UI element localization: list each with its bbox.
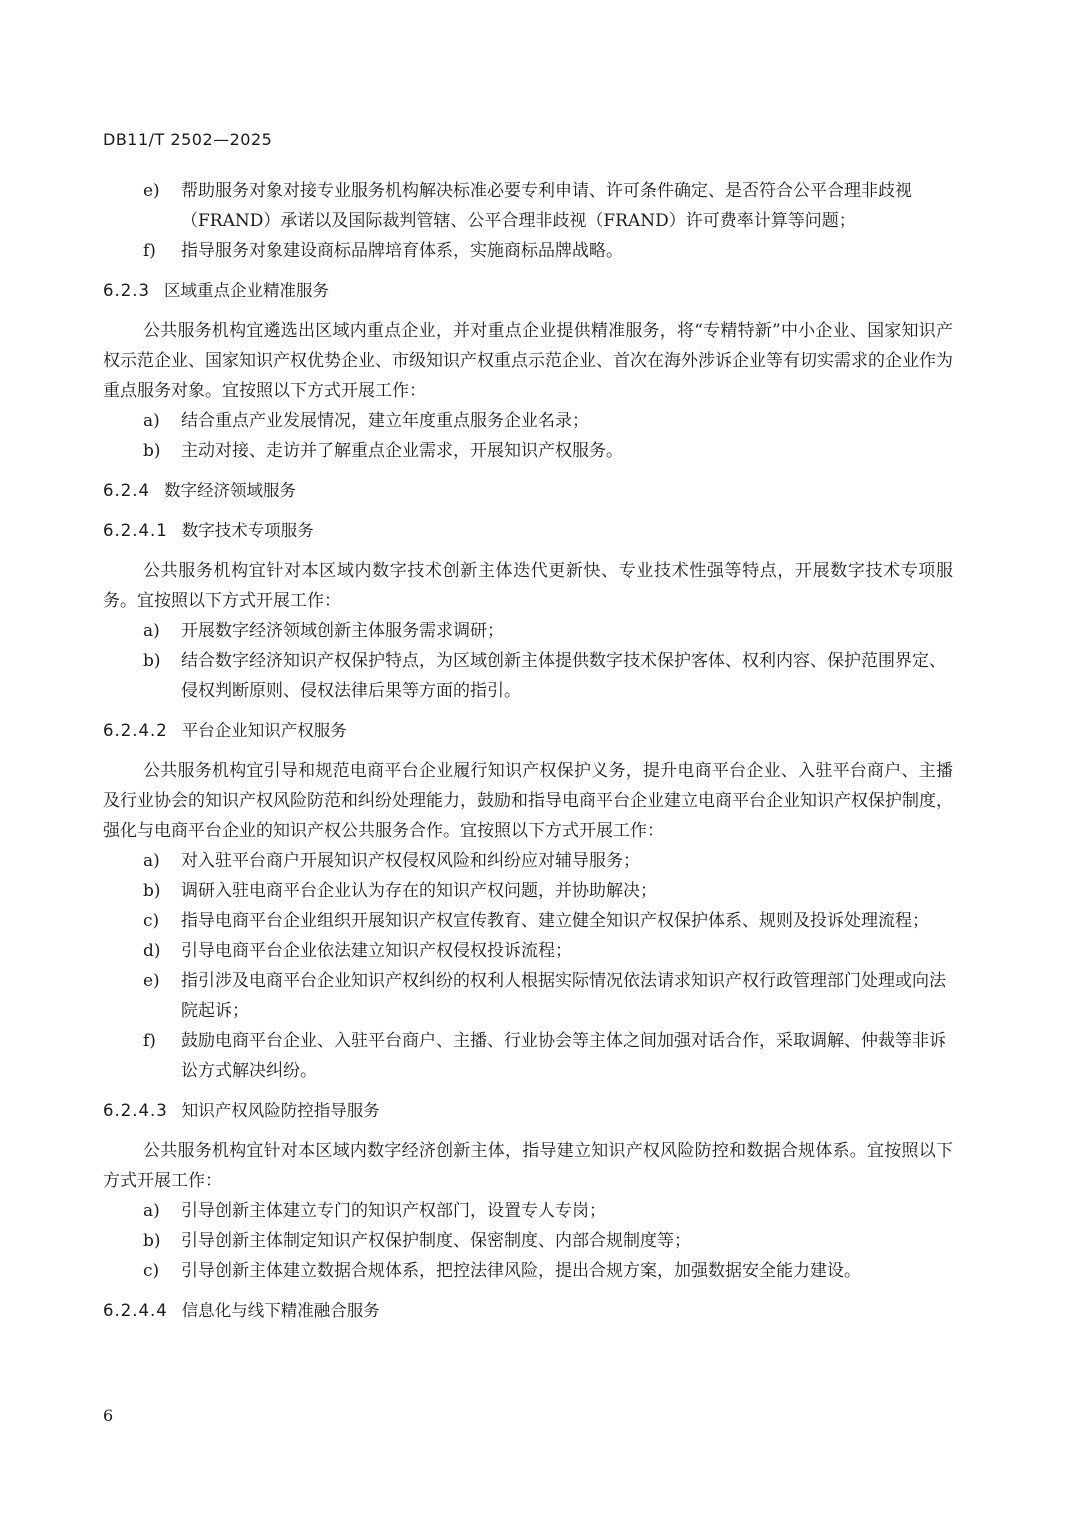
list-item: [103, 1226, 953, 1256]
list-item: [103, 966, 953, 1026]
list-marker: a): [143, 1201, 160, 1221]
list-marker: b): [143, 651, 161, 671]
list-item: [103, 616, 953, 646]
section-number: 6.2.4.2: [103, 721, 168, 740]
section-number: 6.2.3: [103, 281, 150, 300]
list-item: [103, 646, 953, 706]
list-item-text: 帮助服务对象对接专业服务机构解决标准必要专利申请、许可条件确定、是否符合公平合理非歧视（FRAND）承诺以及国际裁判管辖、公平合理非歧视（FRAND）许可费率计算等问题；: [181, 181, 912, 231]
paragraph: 公共服务机构宜遴选出区域内重点企业，并对重点企业提供精准服务，将“专精特新”中小企业、国家知识产权示范企业、国家知识产权优势企业、市级知识产权重点示范企业、首次在海外涉诉企业等有切实需求的企业作为重点服务对象。宜按照以下方式开展工作：: [103, 321, 953, 401]
section-number: 6.2.4.4: [103, 1301, 168, 1320]
list-item-text: 调研入驻电商平台企业认为存在的知识产权问题，并协助解决；: [181, 881, 657, 901]
section-title: 知识产权风险防控指导服务: [181, 1101, 380, 1120]
list-item: [103, 846, 953, 876]
section-number: 6.2.4: [103, 481, 150, 500]
list-marker: a): [143, 411, 160, 431]
section-heading-6-2-4: [103, 476, 953, 506]
list-marker: f): [143, 1031, 156, 1051]
list-item-text: 对入驻平台商户开展知识产权侵权风险和纠纷应对辅导服务；: [181, 851, 640, 871]
section-heading-6-2-4-1: [103, 516, 953, 546]
section-heading-6-2-4-2: [103, 716, 953, 746]
document-body: [103, 176, 953, 1326]
section-number: 6.2.4.1: [103, 521, 168, 540]
section-title: 区域重点企业精准服务: [163, 281, 329, 300]
list-item-text: 指引涉及电商平台企业知识产权纠纷的权利人根据实际情况依法请求知识产权行政管理部门处理或向法院起诉；: [181, 971, 946, 1021]
list-marker: e): [143, 181, 160, 201]
list-item: [103, 906, 953, 936]
list-item: [103, 236, 953, 266]
list-item-text: 结合重点产业发展情况，建立年度重点服务企业名录；: [181, 411, 589, 431]
section-heading-6-2-4-3: [103, 1096, 953, 1126]
section-title: 信息化与线下精准融合服务: [181, 1301, 380, 1320]
section-heading-6-2-4-4: [103, 1296, 953, 1326]
paragraph: 公共服务机构宜针对本区域内数字技术创新主体迭代更新快、专业技术性强等特点，开展数字技术专项服务。宜按照以下方式开展工作：: [103, 561, 953, 611]
list-item-text: 主动对接、走访并了解重点企业需求，开展知识产权服务。: [181, 441, 623, 461]
list-item-text: 引导创新主体制定知识产权保护制度、保密制度、内部合规制度等；: [181, 1231, 691, 1251]
list-marker: f): [143, 241, 156, 261]
section-title: 平台企业知识产权服务: [181, 721, 347, 740]
list-item: [103, 1256, 953, 1286]
document-id: DB11/T 2502—2025: [103, 130, 273, 149]
list-item: [103, 1026, 953, 1086]
list-marker: b): [143, 441, 161, 461]
list-item: [103, 1196, 953, 1226]
list-marker: c): [143, 1261, 160, 1281]
list-item: [103, 936, 953, 966]
list-item-text: 引导创新主体建立专门的知识产权部门，设置专人专岗；: [181, 1201, 606, 1221]
section-number: 6.2.4.3: [103, 1101, 168, 1120]
list-marker: b): [143, 1231, 161, 1251]
list-marker: a): [143, 851, 160, 871]
list-item-text: 引导电商平台企业依法建立知识产权侵权投诉流程；: [181, 941, 572, 961]
list-item-text: 指导服务对象建设商标品牌培育体系，实施商标品牌战略。: [181, 241, 623, 261]
list-item: [103, 436, 953, 466]
list-item-text: 结合数字经济知识产权保护特点，为区域创新主体提供数字技术保护客体、权利内容、保护范围界定、侵权判断原则、侵权法律后果等方面的指引。: [181, 651, 946, 701]
list-item-text: 开展数字经济领域创新主体服务需求调研；: [181, 621, 504, 641]
list-item-text: 指导电商平台企业组织开展知识产权宣传教育、建立健全知识产权保护体系、规则及投诉处理流程；: [181, 911, 929, 931]
list-item-text: 引导创新主体建立数据合规体系，把控法律风险，提出合规方案，加强数据安全能力建设。: [181, 1261, 861, 1281]
list-item: [103, 176, 953, 236]
list-marker: c): [143, 911, 160, 931]
list-item: [103, 876, 953, 906]
list-item-text: 鼓励电商平台企业、入驻平台商户、主播、行业协会等主体之间加强对话合作，采取调解、仲裁等非诉讼方式解决纠纷。: [181, 1031, 946, 1081]
paragraph: 公共服务机构宜引导和规范电商平台企业履行知识产权保护义务，提升电商平台企业、入驻平台商户、主播及行业协会的知识产权风险防范和纠纷处理能力，鼓励和指导电商平台企业建立电商平台企业知识产权保护制度，强化与电商平台企业的知识产权公共服务合作。宜按照以下方式开展工作：: [103, 761, 953, 841]
section-title: 数字技术专项服务: [181, 521, 314, 540]
paragraph: 公共服务机构宜针对本区域内数字经济创新主体，指导建立知识产权风险防控和数据合规体系。宜按照以下方式开展工作：: [103, 1141, 953, 1191]
list-marker: a): [143, 621, 160, 641]
list-marker: e): [143, 971, 160, 991]
list-marker: d): [143, 941, 161, 961]
page-number: 6: [103, 1406, 114, 1425]
section-heading-6-2-3: [103, 276, 953, 306]
section-title: 数字经济领域服务: [163, 481, 296, 500]
list-item: [103, 406, 953, 436]
list-marker: b): [143, 881, 161, 901]
